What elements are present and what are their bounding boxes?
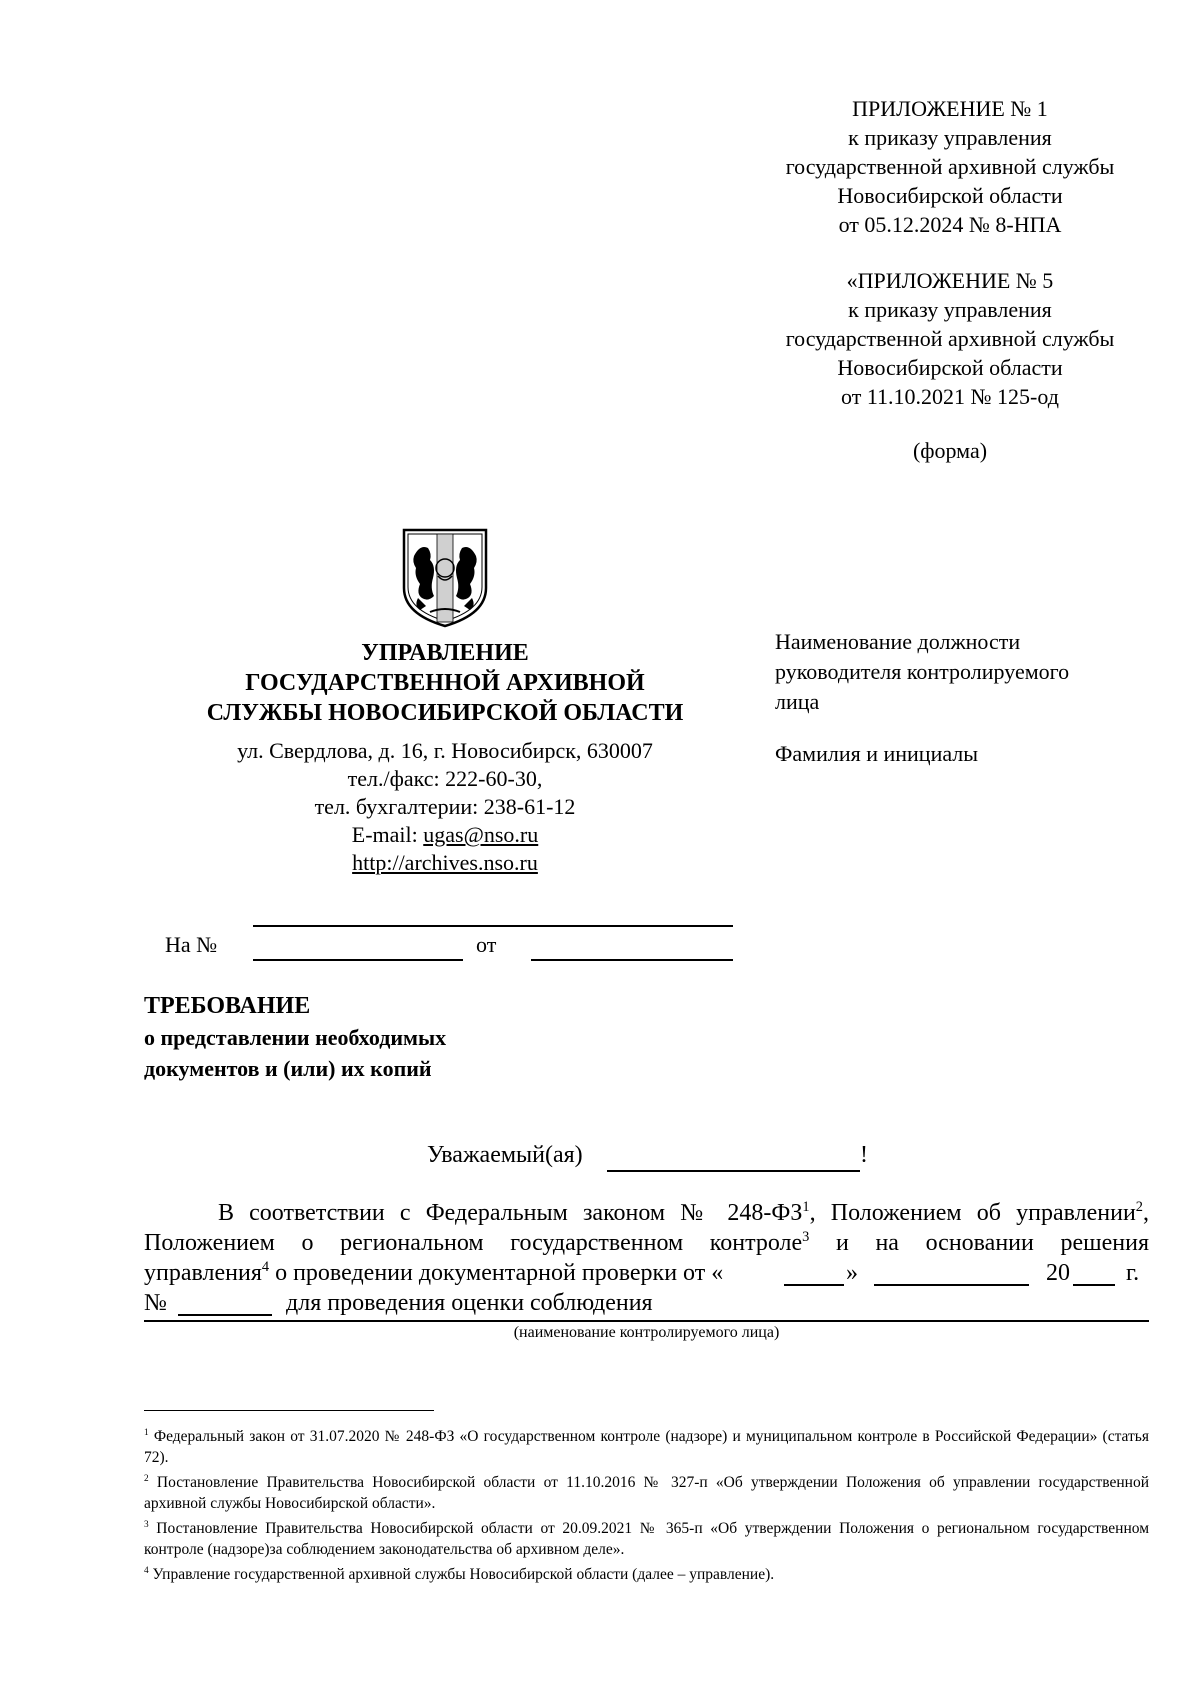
annex-5-line-5: от 11.10.2021 № 125-од: [841, 384, 1059, 409]
body-line-3: управления$^4$ о проведении документарной проверки от « » 20 г.: [144, 1259, 1140, 1286]
organization-name-line-3: СЛУЖБЫ НОВОСИБИРСКОЙ ОБЛАСТИ: [206, 700, 684, 726]
annex-1-block: [740, 94, 1160, 239]
organization-contacts: [150, 737, 740, 877]
organization-phone: тел./факс: 222-60-30,: [347, 766, 543, 791]
footnote-1-number: 1: [144, 1427, 149, 1438]
annex-1-line-1: ПРИЛОЖЕНИЕ № 1: [852, 96, 1048, 121]
recipient-block: [775, 627, 1165, 769]
footnote-1: [144, 1426, 1149, 1468]
annex-5-line-1: «ПРИЛОЖЕНИЕ № 5: [846, 268, 1054, 293]
footnote-1-text: Федеральный закон от 31.07.2020 № 248-ФЗ «О государственном контроле (надзоре) и муниципальном контроле в Российской Федерации» (статья 72).: [144, 1428, 1150, 1466]
email-link[interactable]: ugas@nso.ru: [423, 822, 539, 847]
footnote-ref-2[interactable]: 2: [1135, 1199, 1143, 1215]
coat-of-arms-novosibirsk-icon: [400, 526, 490, 628]
annex-1-line-2: к приказу управления: [848, 125, 1052, 150]
annex-5-line-2: к приказу управления: [848, 297, 1052, 322]
website-link[interactable]: http://archives.nso.ru: [352, 850, 538, 875]
greeting-exclamation: !: [860, 1142, 868, 1168]
footnote-3-text: Постановление Правительства Новосибирской области от 20.09.2021 № 365-п «Об утверждении Положения о региональном государственном контроле (надзоре)за соблюдением законодательства об архивном деле».: [144, 1520, 1150, 1558]
controlled-person-field[interactable]: [144, 1320, 1149, 1322]
greeting-name-field[interactable]: [607, 1170, 860, 1172]
footnote-2-text: Постановление Правительства Новосибирской области от 11.10.2016 № 327-п «Об утверждении Положения об управлении государственной архивной службы Новосибирской области».: [144, 1474, 1150, 1512]
recipient-position-line-1: Наименование должности: [775, 629, 1021, 654]
organization-website-line: [150, 849, 740, 877]
body-line-2: Положением о региональном государственном контроле$^3$ и на основании решения: [144, 1229, 1149, 1256]
recipient-name: Фамилия и инициалы: [775, 741, 979, 766]
organization-address: ул. Свердлова, д. 16, г. Новосибирск, 630007: [237, 738, 653, 763]
annex-5-line-4: Новосибирской области: [837, 355, 1063, 380]
footnote-4: [144, 1564, 1149, 1585]
reference-number-label: На №: [165, 932, 218, 957]
footnote-separator: [144, 1410, 434, 1411]
day-field[interactable]: [784, 1284, 844, 1286]
organization-name-line-1: УПРАВЛЕНИЕ: [361, 640, 529, 666]
recipient-position-line-3: лица: [775, 689, 820, 714]
year-field[interactable]: [1073, 1284, 1115, 1286]
month-field[interactable]: [874, 1284, 1029, 1286]
body-line-4: № для проведения оценки соблюдения: [144, 1290, 653, 1316]
controlled-person-caption: (наименование контролируемого лица): [513, 1324, 780, 1341]
organization-accounting-phone: тел. бухгалтерии: 238-61-12: [314, 794, 576, 819]
footnote-3-number: 3: [144, 1519, 149, 1530]
annex-5-block: [740, 266, 1160, 411]
greeting-text: Уважаемый(ая): [427, 1142, 583, 1168]
footnote-4-number: 4: [144, 1565, 149, 1576]
organization-name-line-2: ГОСУДАРСТВЕННОЙ АРХИВНОЙ: [245, 670, 645, 696]
footnotes: [144, 1426, 1149, 1585]
document-title: [144, 990, 744, 1084]
footnote-ref-3[interactable]: 3: [802, 1229, 810, 1245]
annex-1-line-5: от 05.12.2024 № 8-НПА: [838, 212, 1062, 237]
reference-date-label: от: [476, 932, 497, 957]
reference-number-field[interactable]: [253, 959, 463, 961]
reference-date-field[interactable]: [531, 959, 733, 961]
decision-number-field[interactable]: [178, 1314, 272, 1316]
annex-5-line-3: государственной архивной службы: [785, 326, 1115, 351]
form-label: (форма): [912, 438, 988, 463]
document-title-line-2: о представлении необходимых: [144, 1025, 447, 1050]
annex-1-line-3: государственной архивной службы: [785, 154, 1115, 179]
footnote-3: [144, 1518, 1149, 1560]
organization-name: [150, 638, 740, 728]
reference-top-line: [253, 925, 733, 927]
footnote-2: [144, 1472, 1149, 1514]
footnote-ref-4[interactable]: 4: [261, 1259, 270, 1275]
document-title-line-1: ТРЕБОВАНИЕ: [144, 993, 311, 1019]
body-paragraph: [144, 1198, 1149, 1318]
document-title-line-3: документов и (или) их копий: [144, 1056, 432, 1081]
body-line-1: В соответствии с Федеральным законом № $248-ФЗ^1$, Положением об управлении$^2$,: [218, 1199, 1149, 1226]
footnote-ref-1[interactable]: 1: [802, 1199, 810, 1215]
footnote-4-text: Управление государственной архивной службы Новосибирской области (далее – управление).: [152, 1566, 775, 1583]
annex-1-line-4: Новосибирской области: [837, 183, 1063, 208]
recipient-position-line-2: руководителя контролируемого: [775, 659, 1070, 684]
organization-email-line: [150, 821, 740, 849]
email-label: E-mail:: [351, 822, 418, 847]
footnote-2-number: 2: [144, 1473, 149, 1484]
